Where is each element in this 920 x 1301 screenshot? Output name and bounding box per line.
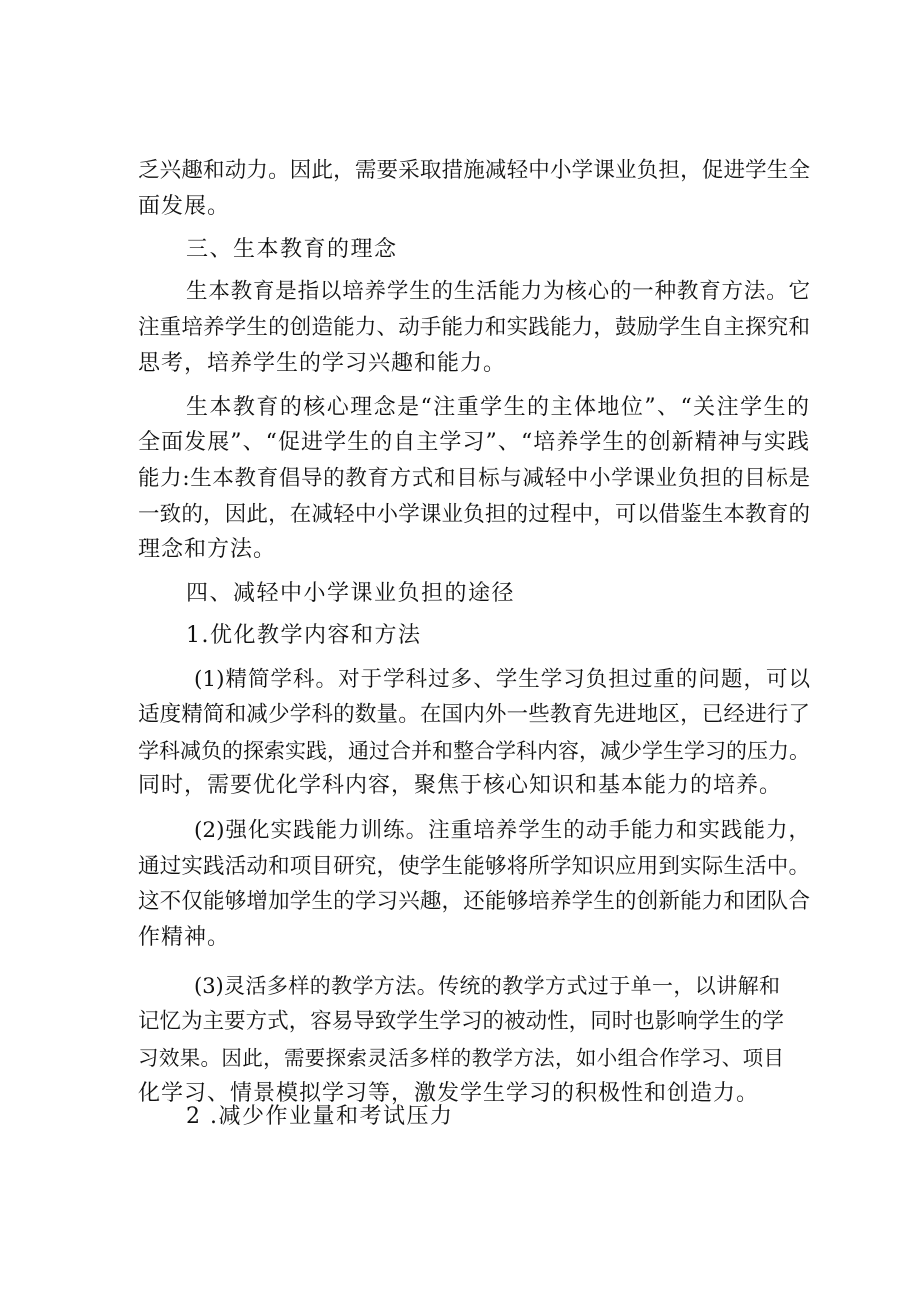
text-line: 理念和方法。 [138, 537, 277, 562]
text-line: 化学习、情景模拟学习等，激发学生学习的积极性和创造力。 [138, 1081, 760, 1106]
text-line: 一致的，因此，在减轻中小学课业负担的过程中，可以借鉴生本教育的 [138, 502, 810, 527]
text-line: 记忆为主要方式，容易导致学生学习的被动性，同时也影响学生的学 [138, 1009, 784, 1034]
text-line: 思考，培养学生的学习兴趣和能力。 [138, 351, 507, 376]
text-line: (3)灵活多样的教学方法。传统的教学方式过于单一，以讲解和 [194, 974, 780, 998]
text-line: 生本教育是指以培养学生的生活能力为核心的一种教育方法。它 [186, 279, 810, 304]
text-line: 适度精简和减少学科的数量。在国内外一些教育先进地区，已经进行了 [138, 702, 810, 727]
text-line: 生本教育的核心理念是“注重学生的主体地位”、“关注学生的 [186, 395, 810, 420]
text-line: 全面发展”、“促进学生的自主学习”、“培养学生的创新精神与实践 [138, 430, 810, 455]
text-line: 这不仅能够增加学生的学习兴趣，还能够培养学生的创新能力和团队合 [138, 889, 810, 914]
subsection-heading: 2 .减少作业量和考试压力 [186, 1104, 454, 1129]
text-line: (1)精简学科。对于学科过多、学生学习负担过重的问题，可以 [194, 667, 810, 692]
text-line: 学科减负的探索实践，通过合并和整合学科内容，减少学生学习的压力。 [138, 739, 810, 763]
text-line: 同时，需要优化学科内容，聚焦于核心知识和基本能力的培养。 [138, 773, 783, 798]
text-line: (2)强化实践能力训练。注重培养学生的动手能力和实践能力， [194, 818, 810, 843]
text-line: 通过实践活动和项目研究，使学生能够将所学知识应用到实际生活中。 [138, 854, 810, 879]
text-line: 能力:生本教育倡导的教育方式和目标与减轻中小学课业负担的目标是 [138, 466, 810, 491]
text-line: 习效果。因此，需要探索灵活多样的教学方法，如小组合作学习、项目 [138, 1046, 784, 1070]
subsection-heading: 1.优化教学内容和方法 [186, 623, 422, 648]
section-heading: 四、减轻中小学课业负担的途径 [186, 581, 516, 606]
text-line: 注重培养学生的创造能力、动手能力和实践能力，鼓励学生自主探究和 [138, 315, 810, 340]
text-line: 作精神。 [138, 925, 231, 950]
text-line: 乏兴趣和动力。因此，需要采取措施减轻中小学课业负担，促进学生全 [138, 158, 810, 183]
section-heading: 三、生本教育的理念 [186, 237, 398, 262]
text-line: 面发展。 [138, 194, 231, 219]
